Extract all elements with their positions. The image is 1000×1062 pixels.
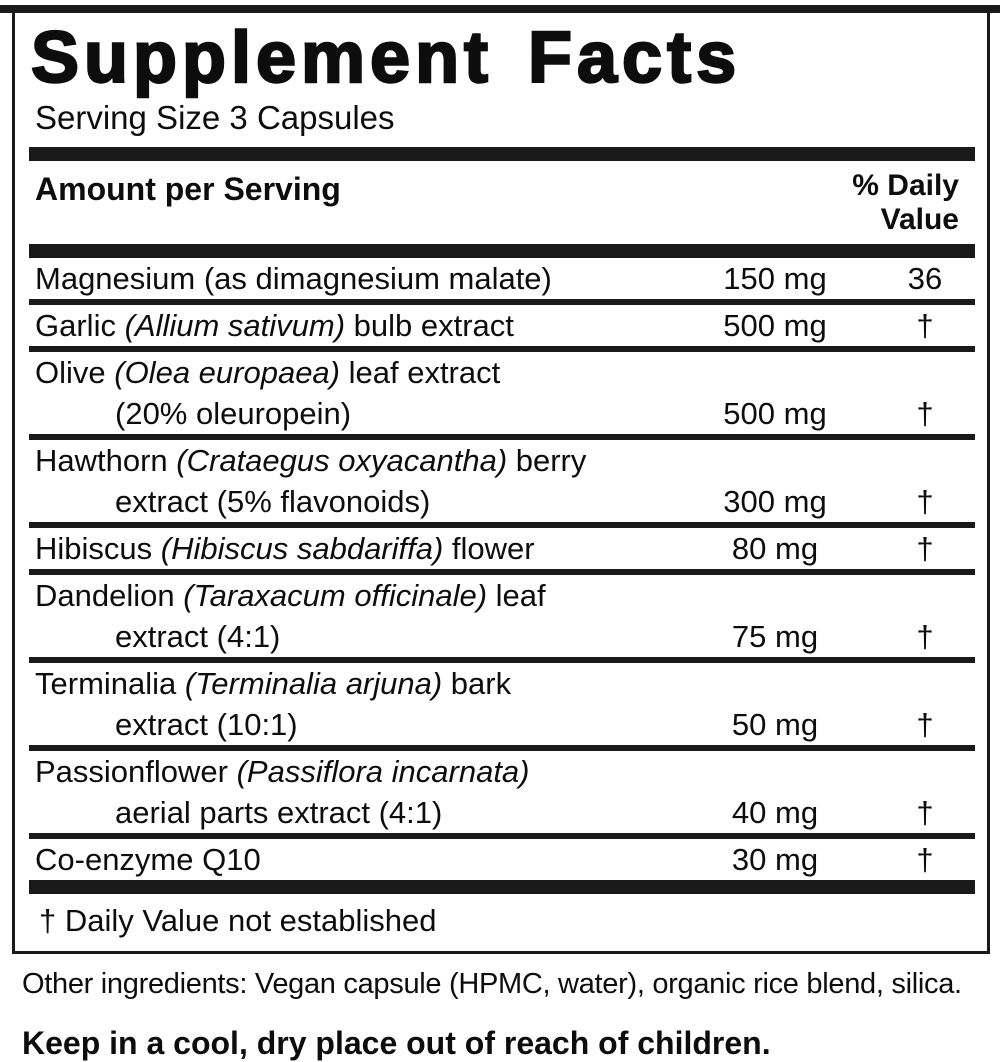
- ingredient-text: Olive: [35, 354, 115, 390]
- ingredient-line: [29, 663, 975, 704]
- botanical-name: (Allium sativum): [124, 307, 346, 343]
- ingredient-line: [29, 440, 975, 481]
- ingredient-row: [29, 575, 975, 663]
- ingredient-line: [29, 305, 975, 346]
- ingredient-row: [29, 528, 975, 575]
- ingredient-row: [29, 258, 975, 305]
- ingredient-rows: [29, 258, 975, 880]
- ingredient-daily-value: 36: [907, 260, 943, 296]
- ingredient-row: [29, 751, 975, 839]
- botanical-name: (Terminalia arjuna): [184, 665, 443, 701]
- ingredient-text: aerial parts extract (4:1): [115, 794, 443, 830]
- amount-per-serving-header: Amount per Serving: [35, 170, 341, 207]
- ingredient-name: [29, 395, 675, 432]
- ingredient-row: [29, 352, 975, 440]
- ingredient-text: extract (4:1): [115, 618, 281, 654]
- ingredient-daily-value: †: [916, 841, 934, 877]
- ingredient-text: Hibiscus: [35, 530, 161, 566]
- footnote-separator-bar: [29, 880, 975, 894]
- panel-title: Supplement Facts: [31, 18, 742, 98]
- ingredient-daily-value: †: [916, 618, 934, 654]
- ingredient-text: Hawthorn: [35, 442, 177, 478]
- ingredient-name: [29, 841, 675, 878]
- ingredient-text: bark: [442, 665, 512, 701]
- ingredient-daily-value: †: [916, 530, 934, 566]
- ingredient-line: [29, 481, 975, 522]
- ingredient-text: extract (10:1): [115, 706, 298, 742]
- daily-value-header-line2: Value: [880, 203, 959, 237]
- ingredient-name: [29, 665, 975, 702]
- ingredient-text: bulb extract: [345, 307, 514, 343]
- ingredient-amount: 500 mg: [723, 307, 827, 343]
- ingredient-line: [29, 258, 975, 299]
- ingredient-daily-value: †: [916, 706, 934, 742]
- ingredient-daily-value: †: [916, 307, 934, 343]
- ingredient-text: Passionflower: [35, 753, 237, 789]
- ingredient-name: [29, 577, 975, 614]
- ingredient-line: [29, 528, 975, 569]
- ingredient-text: Dandelion: [35, 577, 184, 613]
- ingredient-text: berry: [507, 442, 587, 478]
- botanical-name: (Olea europaea): [114, 354, 340, 390]
- storage-warning-text: Keep in a cool, dry place out of reach of children.: [22, 1024, 771, 1061]
- ingredient-line: [29, 704, 975, 745]
- ingredient-daily-value: †: [916, 483, 934, 519]
- ingredient-name: [29, 354, 975, 391]
- botanical-name: (Hibiscus sabdariffa): [160, 530, 444, 566]
- header-separator-bar-bottom: [29, 244, 975, 258]
- ingredient-amount: 80 mg: [731, 530, 819, 566]
- ingredient-name: [29, 307, 675, 344]
- ingredient-name: [29, 794, 675, 831]
- botanical-name: (Passiflora incarnata): [236, 753, 530, 789]
- ingredient-amount: 50 mg: [731, 706, 819, 742]
- supplement-facts-panel: [12, 13, 990, 954]
- below-panel-text: [12, 968, 1000, 1062]
- ingredient-row: [29, 839, 975, 880]
- botanical-name: (Crataegus oxyacantha): [176, 442, 508, 478]
- ingredient-text: extract (5% flavonoids): [115, 483, 431, 519]
- ingredient-name: [29, 618, 675, 655]
- ingredient-name: [29, 706, 675, 743]
- ingredient-amount: 150 mg: [723, 260, 827, 296]
- ingredient-amount: 300 mg: [723, 483, 827, 519]
- ingredient-text: Co-enzyme Q10: [35, 841, 261, 877]
- ingredient-row: [29, 663, 975, 751]
- ingredient-name: [29, 442, 975, 479]
- ingredient-line: [29, 393, 975, 434]
- ingredient-line: [29, 751, 975, 792]
- ingredient-name: [29, 260, 675, 297]
- ingredient-name: [29, 483, 675, 520]
- ingredient-text: Garlic: [35, 307, 125, 343]
- serving-size: Serving Size 3 Capsules: [35, 98, 395, 136]
- ingredient-amount: 30 mg: [731, 841, 819, 877]
- daily-value-footnote: † Daily Value not established: [39, 902, 437, 938]
- ingredient-amount: 75 mg: [731, 618, 819, 654]
- ingredient-amount: 40 mg: [731, 794, 819, 830]
- other-ingredients-text: Other ingredients: Vegan capsule (HPMC, water), organic rice blend, silica.: [22, 967, 962, 1000]
- ingredient-text: leaf extract: [340, 354, 501, 390]
- ingredient-line: [29, 792, 975, 833]
- ingredient-text: Terminalia: [35, 665, 185, 701]
- ingredient-name: [29, 753, 975, 790]
- ingredient-text: flower: [443, 530, 535, 566]
- column-header-row: [29, 161, 975, 244]
- ingredient-amount: 500 mg: [723, 395, 827, 431]
- ingredient-line: [29, 839, 975, 880]
- botanical-name: (Taraxacum officinale): [183, 577, 488, 613]
- ingredient-line: [29, 616, 975, 657]
- ingredient-text: (20% oleuropein): [115, 395, 352, 431]
- ingredient-text: leaf: [487, 577, 546, 613]
- daily-value-header-line1: % Daily: [852, 168, 959, 202]
- ingredient-row: [29, 305, 975, 352]
- ingredient-line: [29, 352, 975, 393]
- ingredient-daily-value: †: [916, 794, 934, 830]
- ingredient-row: [29, 440, 975, 528]
- ingredient-name: [29, 530, 675, 567]
- ingredient-daily-value: †: [916, 395, 934, 431]
- ingredient-line: [29, 575, 975, 616]
- header-separator-bar-top: [29, 147, 975, 161]
- ingredient-text: Magnesium (as dimagnesium malate): [35, 260, 552, 296]
- top-border-rule: [0, 5, 1000, 13]
- daily-value-header: [852, 169, 975, 238]
